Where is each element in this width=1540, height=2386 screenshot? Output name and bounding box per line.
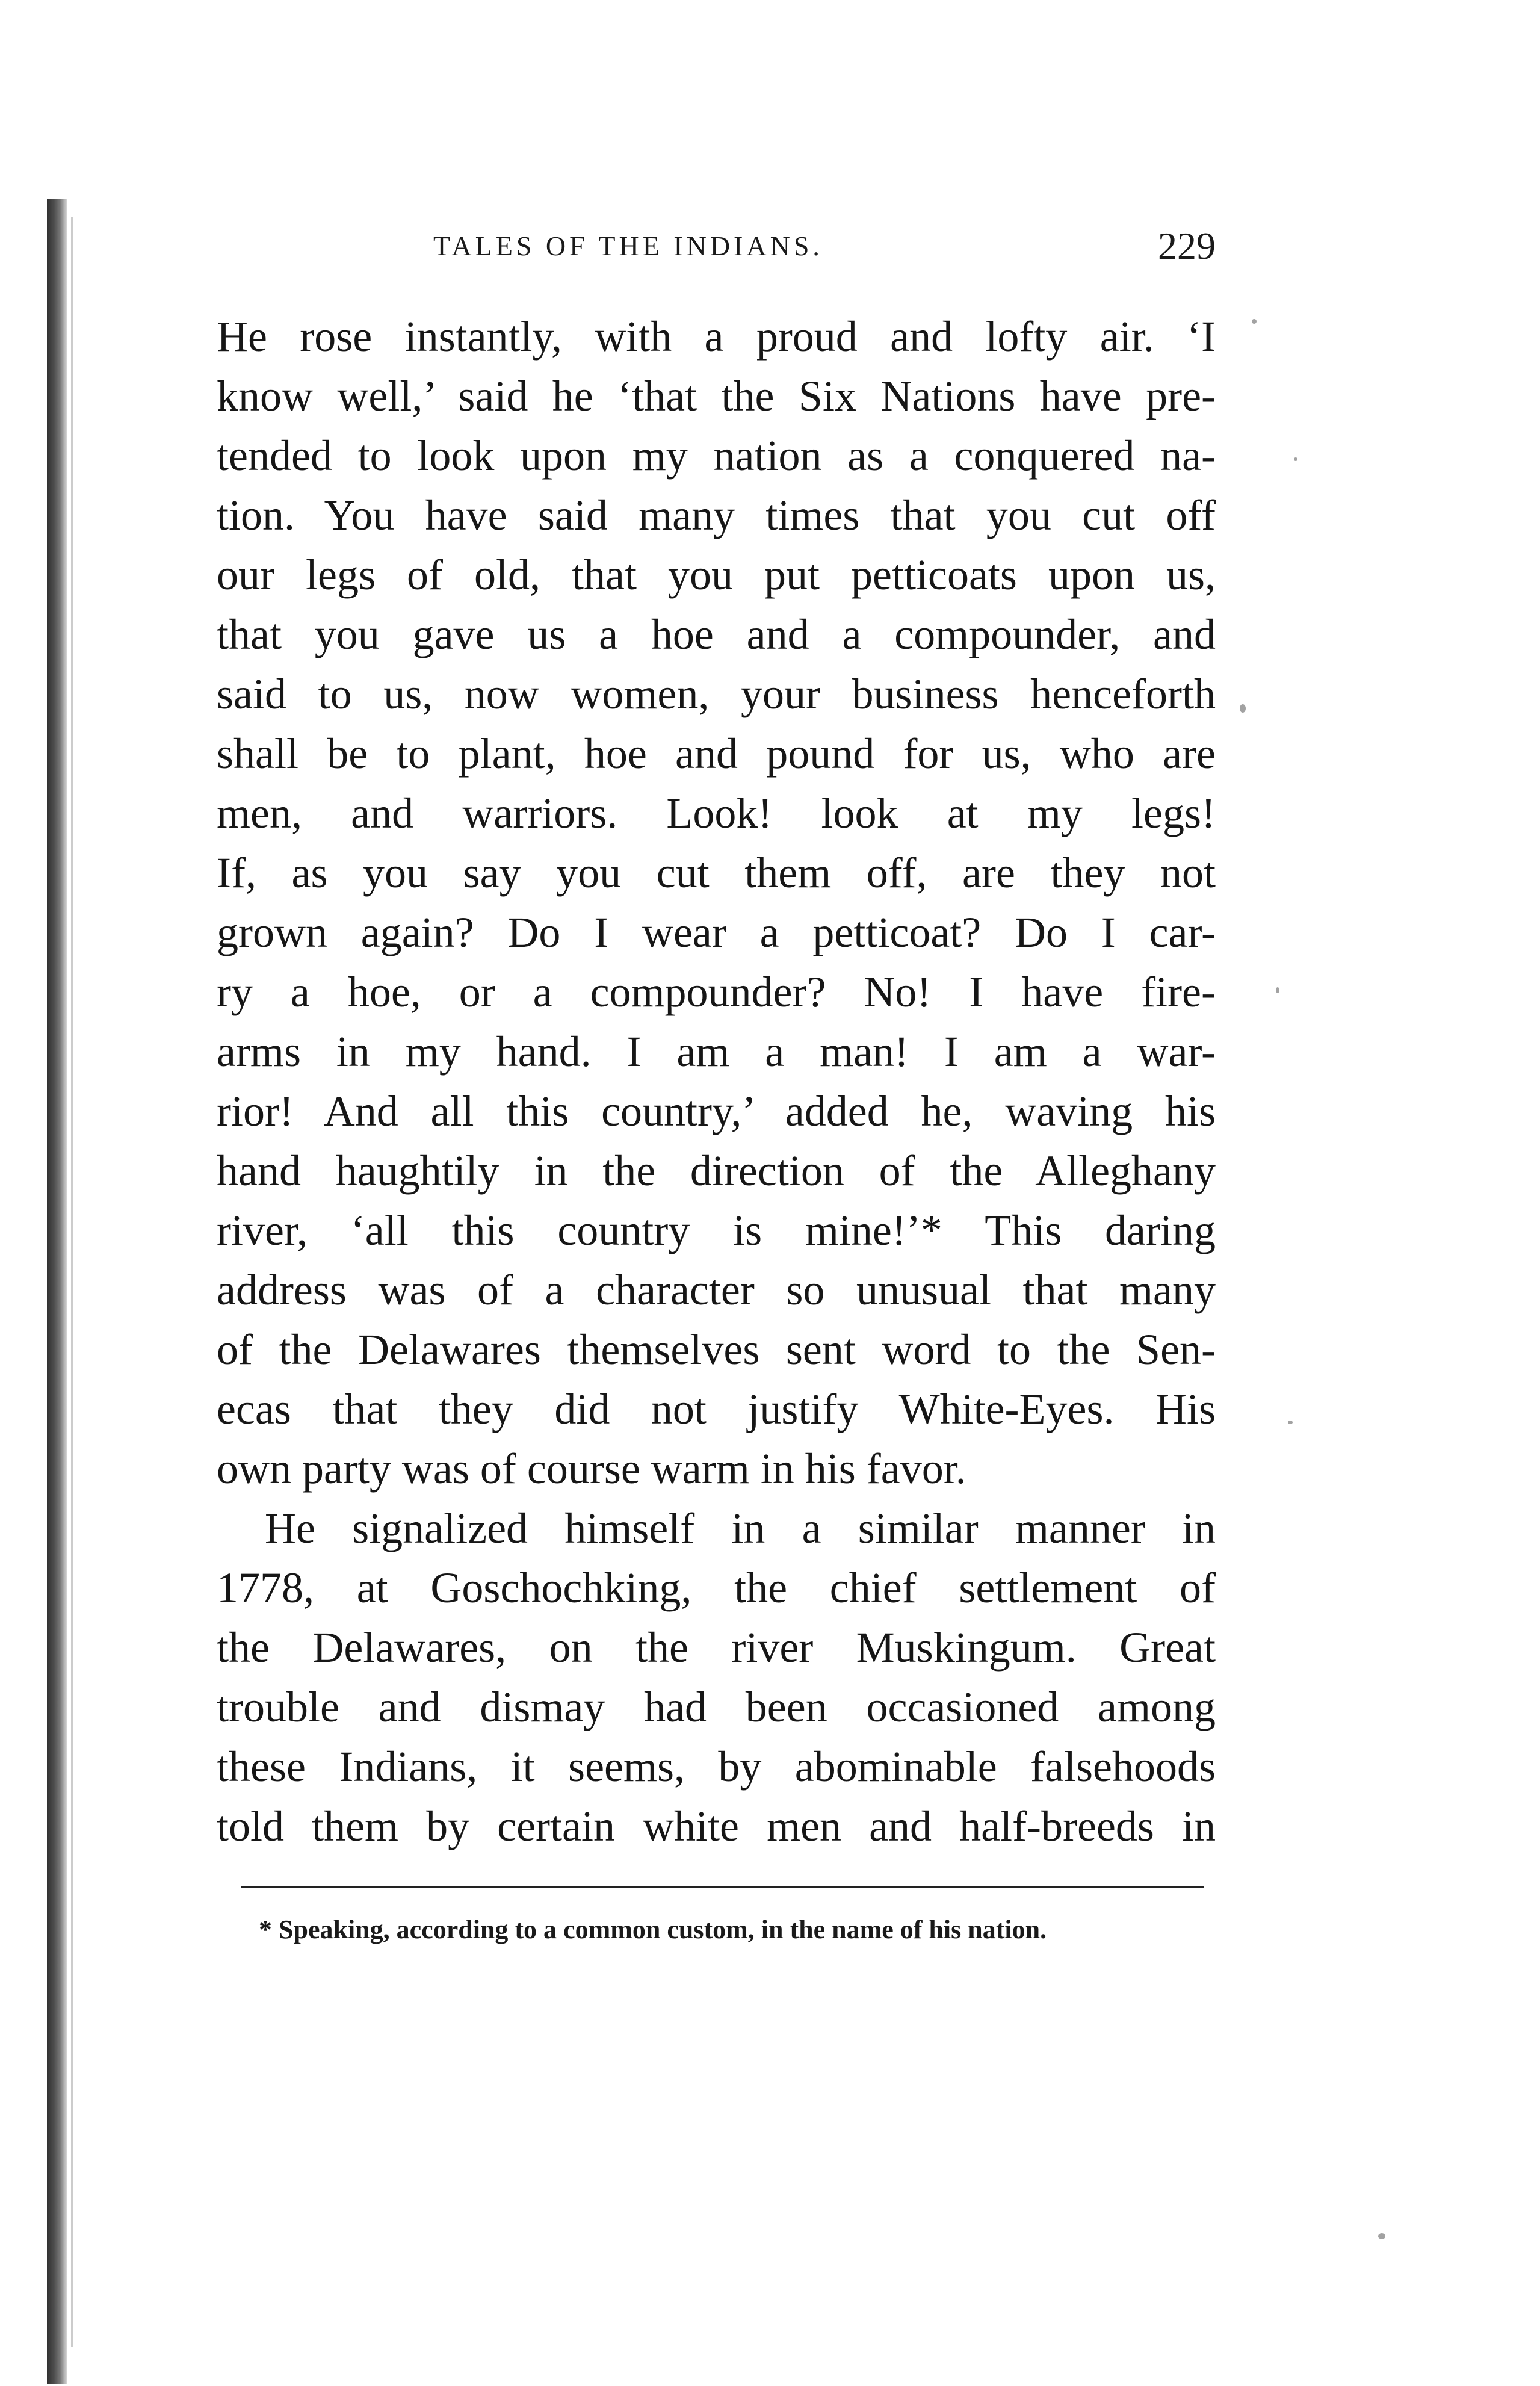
text-line: said to us, now women, your business henceforth (217, 670, 1216, 718)
text-line: trouble and dismay had been occasioned among (217, 1683, 1216, 1731)
text-line: rior! And all this country,’ added he, waving his (217, 1087, 1216, 1135)
running-title: TALES OF THE INDIANS. (433, 231, 823, 261)
text-line: the Delawares, on the river Muskingum. Great (217, 1623, 1216, 1672)
scan-speck (1294, 457, 1297, 461)
text-line: tion. You have said many times that you cut off (217, 491, 1216, 539)
text-line: river, ‘all this country is mine!’* This daring (217, 1206, 1216, 1254)
text-line: our legs of old, that you put petticoats upon us, (217, 551, 1216, 599)
text-line: hand haughtily in the direction of the Alleghany (217, 1147, 1216, 1195)
text-line: He rose instantly, with a proud and lofty air. ‘I (217, 312, 1216, 361)
text-line: own party was of course warm in his favor. (217, 1445, 966, 1493)
text-line: 1778, at Goschochking, the chief settlement of (217, 1564, 1216, 1612)
page-number: 229 (1158, 225, 1216, 267)
text-line: these Indians, it seems, by abominable falsehoods (217, 1743, 1216, 1791)
text-line: men, and warriors. Look! look at my legs! (217, 789, 1216, 837)
text-line: ecas that they did not justify White-Eyes. His (217, 1385, 1216, 1433)
scan-speck (1276, 987, 1279, 993)
footnote-rule (241, 1886, 1204, 1888)
scan-speck (1240, 704, 1246, 713)
text-line: know well,’ said he ‘that the Six Nations have pre- (217, 372, 1216, 420)
footnote: * Speaking, according to a common custom, in the name of his nation. (259, 1915, 1047, 1944)
text-line: that you gave us a hoe and a compounder, and (217, 610, 1216, 658)
text-line: of the Delawares themselves sent word to the Sen- (217, 1325, 1216, 1374)
scan-speck (1378, 2233, 1385, 2239)
text-line: shall be to plant, hoe and pound for us, who are (217, 730, 1216, 778)
text-line: ry a hoe, or a compounder? No! I have fire- (217, 968, 1216, 1016)
binding-shadow (71, 217, 73, 2347)
scan-speck (1288, 1421, 1293, 1424)
text-line: arms in my hand. I am a man! I am a war- (217, 1027, 1216, 1076)
body-text (217, 307, 1216, 1856)
scan-speck (1252, 319, 1257, 324)
text-line: If, as you say you cut them off, are they not (217, 849, 1216, 897)
text-line: He signalized himself in a similar manner in (265, 1504, 1216, 1552)
text-line: grown again? Do I wear a petticoat? Do I car- (217, 908, 1216, 956)
text-line: told them by certain white men and half-breeds in (217, 1802, 1216, 1850)
text-line: tended to look upon my nation as a conquered na- (217, 432, 1216, 480)
text-line: address was of a character so unusual that many (217, 1266, 1216, 1314)
running-header (217, 225, 1216, 278)
binding-edge (47, 199, 67, 2384)
